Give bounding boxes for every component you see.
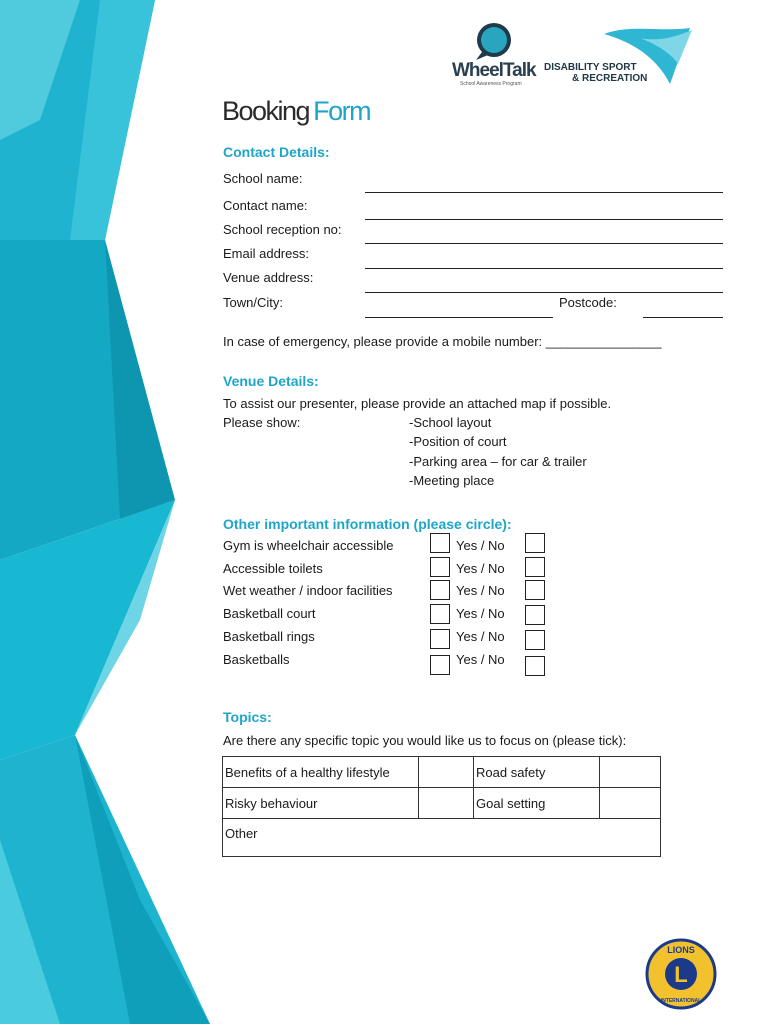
venue-item: -School layout (409, 415, 492, 430)
venue-item: -Position of court (409, 434, 507, 449)
toilets-no-checkbox[interactable] (525, 557, 545, 577)
topic-road-safety-tick[interactable] (600, 757, 661, 788)
dsr-line2: & RECREATION (572, 73, 648, 84)
wet-weather-yes-checkbox[interactable] (430, 580, 450, 600)
dsr-line1: DISABILITY SPORT (544, 62, 637, 73)
toilets-options[interactable]: Yes / No (456, 561, 505, 576)
topic-risky-behaviour-tick[interactable] (419, 788, 474, 819)
contact-name-label: Contact name: (223, 198, 308, 213)
lions-text-bottom: INTERNATIONAL (660, 998, 702, 1004)
basketball-rings-options[interactable]: Yes / No (456, 629, 505, 644)
basketball-court-yes-checkbox[interactable] (430, 604, 450, 624)
topics-intro: Are there any specific topic you would like us to focus on (please tick): (223, 733, 627, 748)
basketball-court-no-checkbox[interactable] (525, 605, 545, 625)
contact-details-heading: Contact Details: (223, 144, 330, 160)
toilets-yes-checkbox[interactable] (430, 557, 450, 577)
basketball-court-label: Basketball court (223, 606, 316, 621)
contact-name-field[interactable] (365, 219, 723, 220)
wheeltalk-name: WheelTalk (452, 60, 536, 81)
wet-weather-label: Wet weather / indoor facilities (223, 583, 393, 598)
gym-accessible-options[interactable]: Yes / No (456, 538, 505, 553)
topic-healthy-lifestyle-tick[interactable] (419, 757, 474, 788)
venue-details-heading: Venue Details: (223, 373, 319, 389)
venue-item: -Parking area – for car & trailer (409, 454, 587, 469)
speech-bubble-icon (472, 22, 516, 62)
venue-item: -Meeting place (409, 473, 495, 488)
basketballs-options[interactable]: Yes / No (456, 652, 505, 667)
topic-goal-setting-tick[interactable] (600, 788, 661, 819)
lions-letter: L (674, 962, 688, 987)
reception-field[interactable] (365, 243, 723, 244)
title-word-form: Form (313, 96, 371, 126)
page-title (222, 96, 370, 127)
basketball-rings-no-checkbox[interactable] (525, 630, 545, 650)
email-field[interactable] (365, 268, 723, 269)
basketballs-label: Basketballs (223, 652, 290, 667)
lions-text-top: LIONS (667, 945, 695, 955)
lions-logo (643, 938, 719, 1010)
postcode-label: Postcode: (559, 295, 617, 310)
topics-table (222, 756, 661, 857)
basketballs-yes-checkbox[interactable] (430, 655, 450, 675)
gym-accessible-label: Gym is wheelchair accessible (223, 538, 394, 553)
table-row (223, 757, 661, 788)
other-info-heading: Other important information (please circle): (223, 516, 512, 532)
please-show-label: Please show: (223, 415, 301, 430)
dsr-logo (542, 24, 694, 88)
wet-weather-no-checkbox[interactable] (525, 580, 545, 600)
table-row (223, 819, 661, 857)
venue-address-field[interactable] (365, 292, 723, 293)
emergency-number-label[interactable]: In case of emergency, please provide a mobile number: ________________ (223, 334, 662, 349)
title-word-booking: Booking (222, 96, 310, 126)
gym-accessible-no-checkbox[interactable] (525, 533, 545, 553)
basketball-rings-yes-checkbox[interactable] (430, 629, 450, 649)
town-city-field[interactable] (365, 317, 553, 318)
topics-heading: Topics: (223, 709, 272, 725)
school-name-field[interactable] (365, 192, 723, 193)
wheeltalk-logo (452, 22, 542, 88)
basketball-rings-label: Basketball rings (223, 629, 315, 644)
gym-accessible-yes-checkbox[interactable] (430, 533, 450, 553)
topic-other[interactable]: Other (223, 819, 661, 857)
toilets-label: Accessible toilets (223, 561, 323, 576)
venue-address-label: Venue address: (223, 270, 314, 285)
topic-risky-behaviour: Risky behaviour (223, 788, 419, 819)
wheeltalk-subtitle: School Awareness Program (460, 81, 522, 87)
reception-label: School reception no: (223, 222, 342, 237)
basketballs-no-checkbox[interactable] (525, 656, 545, 676)
topic-healthy-lifestyle: Benefits of a healthy lifestyle (223, 757, 419, 788)
topic-goal-setting: Goal setting (474, 788, 600, 819)
venue-intro: To assist our presenter, please provide an attached map if possible. (223, 396, 612, 411)
town-city-label: Town/City: (223, 295, 283, 310)
basketball-court-options[interactable]: Yes / No (456, 606, 505, 621)
decorative-side-panel (0, 0, 230, 1024)
school-name-label: School name: (223, 171, 303, 186)
postcode-field[interactable] (643, 317, 723, 318)
topic-road-safety: Road safety (474, 757, 600, 788)
email-label: Email address: (223, 246, 309, 261)
wet-weather-options[interactable]: Yes / No (456, 583, 505, 598)
table-row (223, 788, 661, 819)
